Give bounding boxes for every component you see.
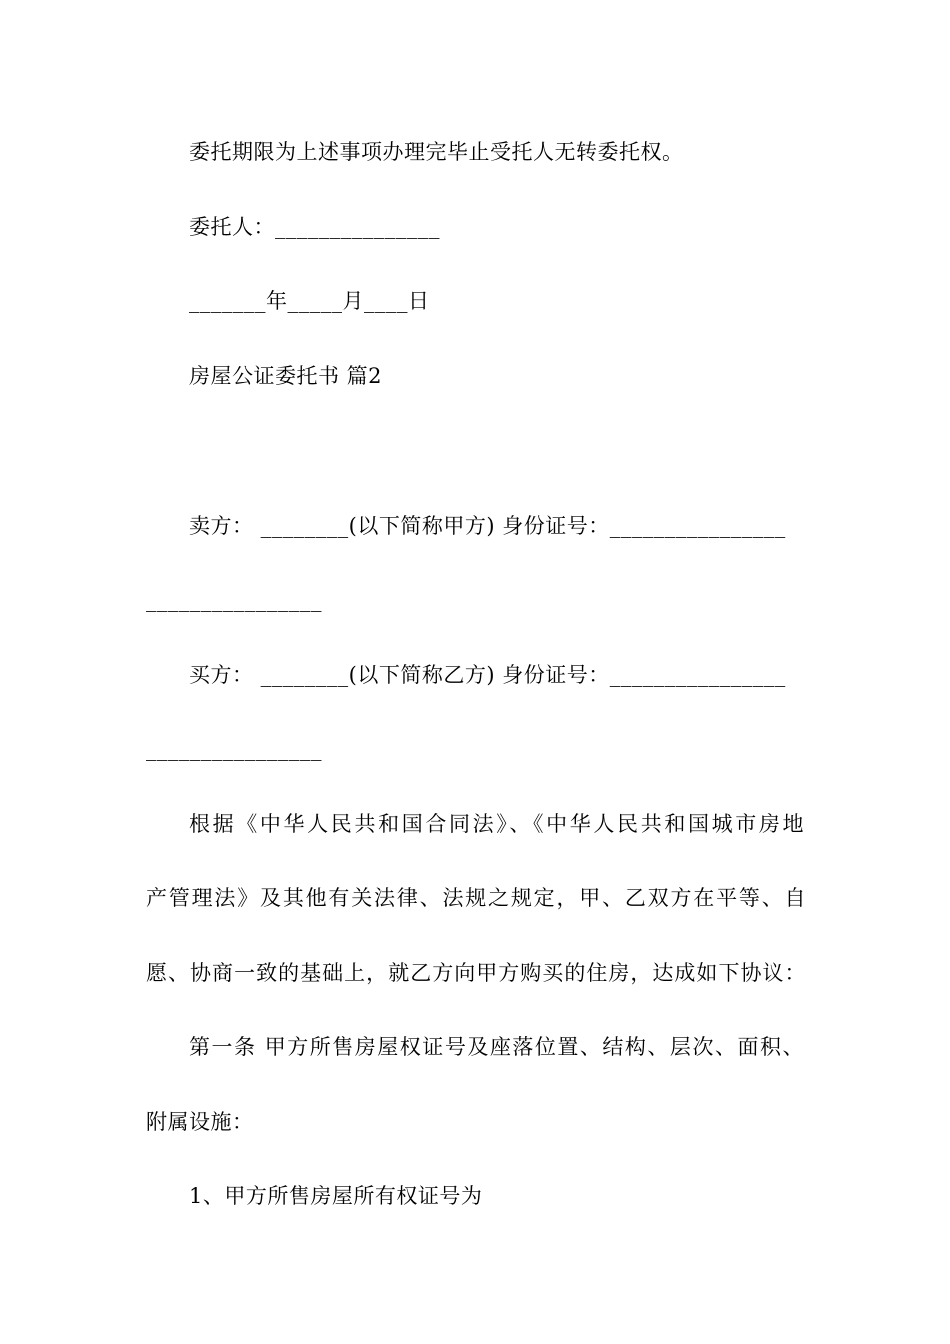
paragraph-buyer: 买方： ________(以下简称乙方) 身份证号：________________ (189, 663, 786, 687)
paragraph-date-line: _______年_____月____日 (189, 289, 430, 313)
paragraph-article-one-line2: 附属设施： (146, 1110, 254, 1134)
paragraph-legal-basis-line2: 产管理法》及其他有关法律、法规之规定，甲、乙双方在平等、自 (146, 886, 806, 910)
paragraph-entrust-term: 委托期限为上述事项办理完毕止受托人无转委托权。 (189, 140, 684, 164)
paragraph-item-one: 1、甲方所售房屋所有权证号为 (189, 1184, 483, 1208)
paragraph-seller: 卖方： ________(以下简称甲方) 身份证号：________________ (189, 514, 786, 538)
paragraph-principal-signature: 委托人：_______________ (189, 215, 440, 239)
paragraph-article-one-line1: 第一条 甲方所售房屋权证号及座落位置、结构、层次、面积、 (189, 1035, 804, 1059)
paragraph-legal-basis-line3: 愿、协商一致的基础上，就乙方向甲方购买的住房，达成如下协议： (146, 961, 806, 985)
paragraph-seller-continued: ________________ (146, 588, 322, 612)
paragraph-legal-basis-line1: 根据《中华人民共和国合同法》、《中华人民共和国城市房地 (189, 812, 804, 836)
section-heading: 房屋公证委托书 篇2 (189, 364, 383, 388)
paragraph-buyer-continued: ________________ (146, 737, 322, 761)
